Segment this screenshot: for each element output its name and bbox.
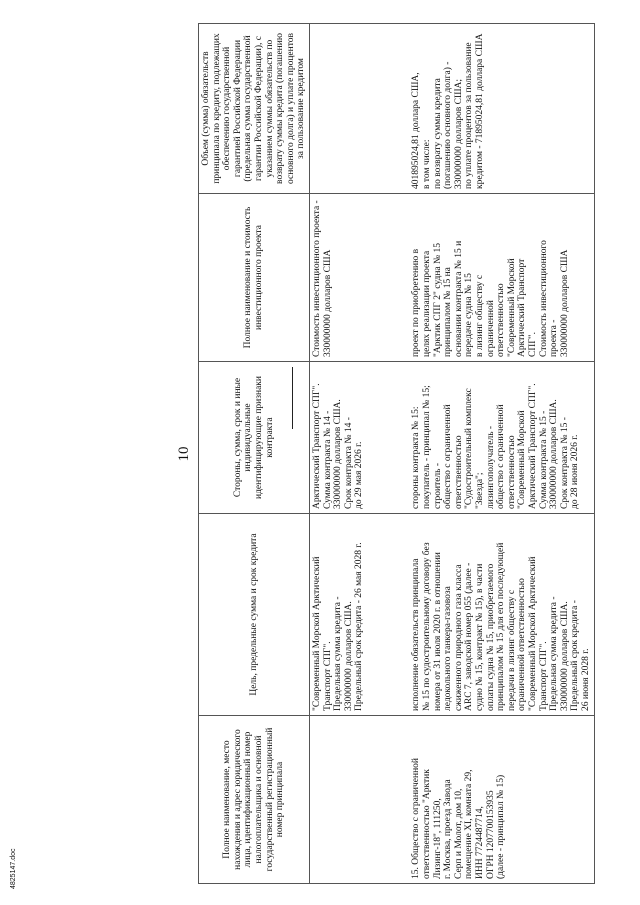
- page-number: 10: [176, 446, 192, 462]
- header-principal: Полное наименование, место нахождения и адрес юридического лица, идентификационный номер налогоплательщика и основной государственный регистрационный номер принципала: [199, 716, 310, 884]
- table-cell: [409, 24, 594, 194]
- table-row: [309, 24, 409, 884]
- cell-text: стороны контракта № 15: покупатель - принципал № 15; строитель - общество с ограниченной ответственностью "Судостроительный комплекс "Звезда"; лизингополучатель - общество с ограниченной ответственностью "Современный Морской Арктический Транспорт СПГ". Сумма контракта № 15 - 330000000 долларов США. Срок контракта № 15 - до 28 июня 2026 г.: [411, 383, 581, 509]
- table-row: [409, 24, 594, 884]
- header-credit-purpose: Цель, предельные сумма и срок кредита: [199, 514, 310, 716]
- table-cell: [309, 362, 409, 514]
- table-cell: [409, 514, 594, 716]
- cell-text: 401895024,81 доллара США, в том числе: по возврату суммы кредита (погашению основного долга) - 330000000 долларов США; по уплате процентов за пользование кредитом - 71895024,81 доллара США: [411, 33, 485, 189]
- table-cell: [409, 362, 594, 514]
- rotated-content: [26, 24, 606, 884]
- table-cell: [409, 716, 594, 884]
- guarantee-table: [198, 23, 595, 884]
- header-project: Полное наименование и стоимость инвестиционного проекта: [199, 194, 310, 362]
- table-cell: [309, 24, 409, 194]
- footer-filename: 4825147.doc: [10, 848, 17, 889]
- table-cell: [309, 514, 409, 716]
- header-obligations: Объем (сумма) обязательств принципала по кредиту, подлежащих обеспечению государственной гарантией Российской Федерации (предельная сумма государственной гарантии Российской Федерации), с указанием суммы обязательств по возврату суммы кредита (погашению основного долга) и уплате процентов за пользование кредитом: [199, 24, 310, 194]
- table-cell: [309, 194, 409, 362]
- cell-text: 15. Общество с ограниченной ответственностью "Арктик Лизинг-18", 111250, г. Москва, проезд Завода Серп и Молот, дом 10, помещение XI, комната 29, ИНН 7724487714, ОГРН 1207700153935 (далее - принципал № 15): [411, 758, 507, 879]
- table-cell: [409, 194, 594, 362]
- cell-text: исполнение обязательств принципала № 15 по судостроительному договору без номера от 31 июля 2020 г. в отношении ледокольного танкера-газовоза сжиженного природного газа класса ARC 7, заводской номер 055 (далее - судно № 15, контракт № 15), в части оплаты судна № 15, приобретаемого принципалом № 15 для его последующей передачи в лизинг обществу с ограниченной ответственностью "Современный Морской Арктический Транспорт СПГ". Предельная сумма кредита - 330000000 долларов США. Предельный срок кредита - 26 июня 2028 г.: [411, 542, 591, 711]
- cell-text: Арктический Транспорт СПГ". Сумма контракта № 14 - 330000000 долларов США. Срок контракта № 14 - до 29 мая 2026 г.: [311, 383, 365, 509]
- table-cell: [309, 716, 409, 884]
- cell-text: Стоимость инвестиционного проекта - 330000000 долларов США: [311, 200, 333, 357]
- cell-text: проект по приобретению в целях реализации проекта "Арктик СПГ 2" судна № 15 принципалом № 15 на основании контракта № 15 и передаче судна № 15 в лизинг обществу с ограниченной ответственностью "Современный Морской Арктический Транспорт СПГ". Стоимость инвестиционного проекта - 330000000 долларов США: [411, 240, 570, 357]
- table-header-row: [199, 24, 310, 884]
- header-contract: Стороны, сумма, срок и иные индивидуальные идентифицирующие признаки контракта: [199, 362, 310, 514]
- cell-text: "Современный Морской Арктический Транспорт СПГ". Предельная сумма кредита - 330000000 долларов США. Предельный срок кредита - 26 мая 2028 г.: [311, 542, 365, 711]
